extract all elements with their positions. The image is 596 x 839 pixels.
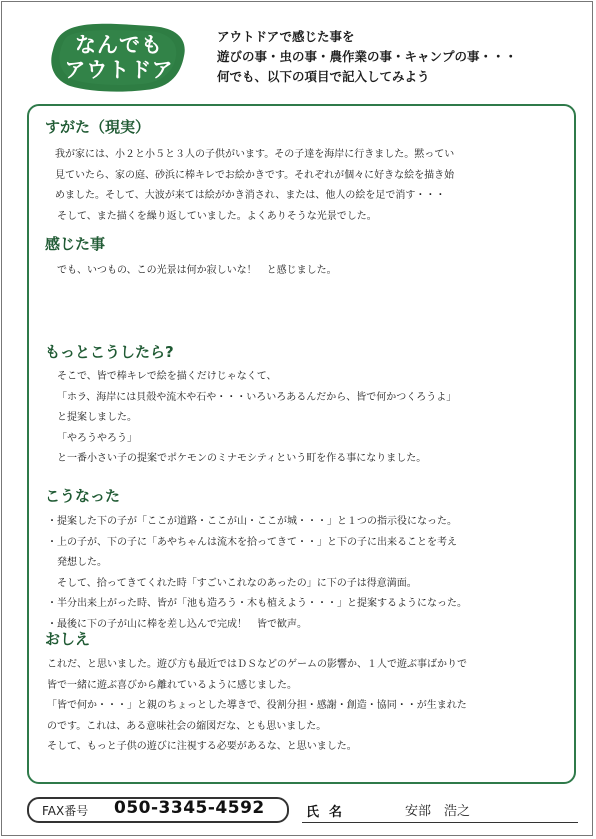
text-line: 皆で一緒に遊ぶ喜びから離れているように感じました。	[47, 679, 297, 691]
text-line: ・半分出来上がった時、皆が「池も造ろう・木も植えよう・・・」と提案するようになった。	[47, 598, 467, 609]
logo-text-line2: アウトドア	[64, 58, 174, 82]
text-line: そして、拾ってきてくれた時「すごいこれなのあったの」に下の子は得意満面。	[47, 577, 417, 589]
text-line: そこで、皆で棒キレで絵を描くだけじゃなくて、	[57, 371, 277, 382]
logo-text-line1: なんでも	[75, 33, 163, 57]
text-line: ・最後に下の子が山に棒を差し込んで完成！ 皆で歓声。	[47, 618, 307, 630]
text-line: 発想した。	[47, 557, 107, 568]
text-line: 「やろうやろう」	[57, 432, 137, 444]
fax-number: 050-3345-4592	[114, 798, 265, 818]
section-kounatta-body	[47, 512, 467, 635]
section-sugata	[45, 116, 150, 137]
fax-label: FAX番号	[42, 804, 89, 818]
text-line: 我が家には、小２と小５と３人の子供がいます。その子達を海岸に行きました。黙ってい	[55, 149, 455, 160]
section-heading: こうなった	[45, 487, 121, 505]
text-line: 見ていたら、家の庭、砂浜に棒キレでお絵かきです。それぞれが個々に好きな絵を描き始	[55, 169, 455, 181]
text-line: 「皆で何か・・・」と親のちょっとした導きで、役割分担・感謝・創造・協同・・が生まれた	[47, 700, 467, 711]
section-heading: 感じた事	[45, 235, 106, 253]
section-sugata-body	[55, 145, 454, 227]
text-line: と提案しました。	[57, 412, 137, 423]
name-underline	[302, 822, 578, 823]
section-motto	[45, 341, 174, 362]
text-line: これだ、と思いました。遊び方も最近ではＤＳなどのゲームの影響か、１人で遊ぶ事ばかりで	[47, 659, 467, 670]
intro-line: 遊びの事・虫の事・農作業の事・キャンプの事・・・	[217, 49, 518, 64]
text-line: のです。これは、ある意味社会の縮図だな、とも思いました。	[47, 720, 327, 732]
section-oshie	[45, 628, 90, 649]
text-line: と一番小さい子の提案でポケモンのミナモシティという町を作る事になりました。	[57, 453, 427, 464]
intro-line: 何でも、以下の項目で記入してみよう	[217, 69, 430, 84]
section-heading: おしえ	[45, 630, 91, 648]
text-line: でも、いつもの、この光景は何か寂しいな！ と感じました。	[57, 265, 337, 276]
section-heading: もっとこうしたら?	[45, 343, 174, 361]
text-line: そして、もっと子供の遊びに注視する必要があるな、と思いました。	[47, 741, 357, 752]
intro-line: アウトドアで感じた事を	[217, 29, 355, 44]
section-motto-body	[57, 367, 456, 470]
section-kounatta	[45, 485, 120, 506]
logo-badge	[50, 22, 188, 94]
intro-text	[217, 27, 577, 87]
name-label: 氏名	[306, 805, 353, 820]
section-kanjita-body	[57, 261, 337, 282]
name-value: 安部 浩之	[405, 804, 471, 819]
text-line: 「ホラ、海岸には貝殻や流木や石や・・・いろいろあるんだから、皆で何かつくろうよ」	[57, 391, 457, 403]
text-line: そして、また描くを繰り返していました。よくありそうな光景でした。	[57, 210, 377, 222]
section-oshie-body	[47, 655, 467, 758]
text-line: ・提案した下の子が「ここが道路・ここが山・ここが城・・・」と１つの指示役になった。	[47, 516, 457, 527]
text-line: ・上の子が、下の子に「あやちゃんは流木を拾ってきて・・」と下の子に出来ることを考え	[47, 536, 457, 548]
text-line: めました。そして、大波が来ては絵がかき消され、または、他人の絵を足で消す・・・	[55, 190, 446, 201]
section-kanjita	[45, 233, 105, 254]
section-heading: すがた（現実）	[45, 118, 151, 136]
